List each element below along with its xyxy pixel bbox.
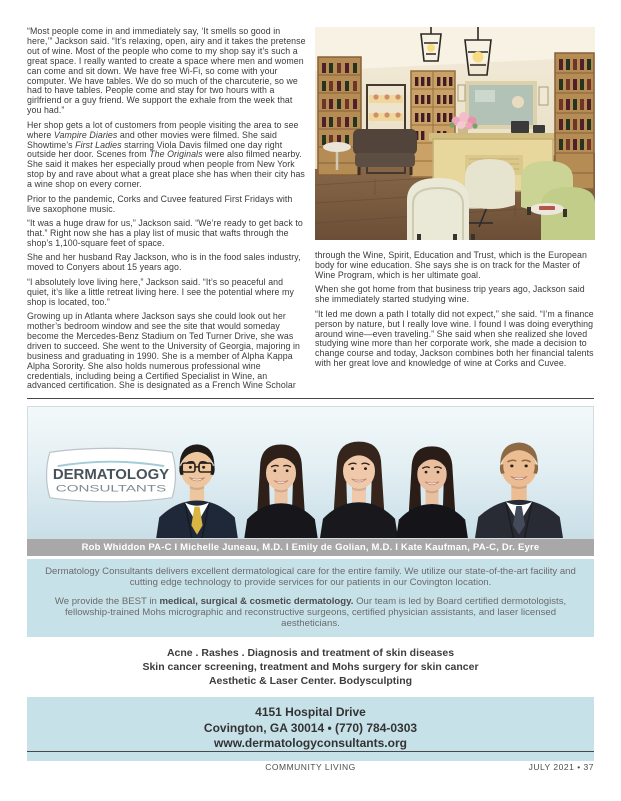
- article-paragraph: “It led me down a path I totally did not expect,” she said. “I’m a finance person by nature, but I really love wine. I found I was doing everything around wine—even traveling.” She said when she realized she loved studying wine more than her corporate work, she made a decision to change course and today, Jackson combines both her financial talents with her great love and knowledge of wine at Corks and Cuvee.: [315, 308, 594, 369]
- wine-shop-photo: [315, 27, 595, 240]
- service-line: Aesthetic & Laser Center. Bodysculpting: [208, 674, 413, 687]
- article-left-column: [27, 27, 306, 396]
- ad-photo-caption: Rob Whiddon PA-C I Michelle Juneau, M.D. I Emily de Golian, M.D. I Kate Kaufman, PA-C, Dr. Eyre: [27, 539, 594, 556]
- article-paragraph: Growing up in Atlanta where Jackson says she could look out her mother’s bedroom window and see the site that would someday become the Mercedes-Benz Stadium on Ted Turner Drive, she was driven to succeed. She went to the University of Georgia, majoring in business and graduating in 1990. She is a member of Alpha Kappa Alpha Sorority. She also holds numerous professional wine credentials, including being a Certified Specialist in Wine, an advanced certification. She is designated as a French Wine Scholar: [27, 311, 300, 391]
- address-street: 4151 Hospital Drive: [255, 705, 366, 720]
- magazine-name: COMMUNITY LIVING: [265, 762, 356, 772]
- service-line: Acne . Rashes . Diagnosis and treatment of skin diseases: [166, 647, 455, 659]
- ad-intro-text: Dermatology Consultants delivers excellent dermatological care for the entire family. We utilize our state-of-the-art facility and cutting edge technology to provide services for our patients in our Covington location.: [45, 566, 576, 588]
- article-paragraph: When she got home from that business trip years ago, Jackson said she immediately started studying wine.: [315, 284, 585, 305]
- article-ad-divider: [27, 398, 594, 399]
- wine-shop-illustration: [315, 27, 595, 240]
- logo-line-consultants: CONSULTANTS: [55, 483, 167, 494]
- address-city-phone: Covington, GA 30014 • (770) 784-0303: [203, 720, 418, 735]
- address-website: www.dermatologyconsultants.org: [214, 736, 407, 751]
- article-paragraph: “It was a huge draw for us,” Jackson said. “We’re ready to get back to that.” Right now she has a play list of music that wafts through the shop’s 1,100-square feet of space.: [27, 218, 303, 248]
- article-paragraph: She and her husband Ray Jackson, who is in the food sales industry, moved to Conyers about 15 years ago.: [27, 252, 301, 273]
- article-paragraph: through the Wine, Spirit, Education and Trust, which is the European body for wine education. She says she is on track for the Master of Wine Program, which is her ultimate goal.: [315, 250, 587, 280]
- issue-and-page-number: JULY 2021 • 37: [528, 762, 594, 772]
- headshot-5: [464, 433, 574, 538]
- article-paragraph: “Most people come in and immediately say, ‘It smells so good in here,’” Jackson said. “It’s relaxing, open, airy and it takes the pretense out of wine. Most of the people who come to my shop say it’s such a great space. I really wanted to create a space where men and women can come and sit down. We have free Wi-Fi, so come with your computer. We have tables. We do so much of the charcuterie, so we had to have tables. People come and stay for two hours with a girlfriend or a guy friend. We support the exhale from the week that you had.”: [27, 26, 306, 116]
- footer-divider: [27, 751, 594, 752]
- article-section: [27, 27, 594, 398]
- article-paragraph: Her shop gets a lot of customers from people visiting the area to see where Vampire Diaries and other movies were filmed. She said Showtime’s First Ladies starring Viola Davis filmed one day right outside her door. Scenes from The Originals were also filmed nearby. She said it makes her especially proud when people from New York stop by and rave about what a great place she has when their city has a wine shop on every corner.: [27, 119, 305, 190]
- ad-services-list: [27, 637, 594, 697]
- logo-line-dermatology: DERMATOLOGY: [52, 466, 170, 483]
- ad-team-photo: [27, 406, 594, 539]
- article-paragraph: Prior to the pandemic, Corks and Cuvee featured First Fridays with live saxophone music.: [27, 193, 293, 214]
- service-line: Skin cancer screening, treatment and Mohs surgery for skin cancer: [142, 660, 479, 673]
- page-footer: [27, 762, 594, 776]
- ad-info-panel: [27, 559, 594, 637]
- article-paragraph: “I absolutely love living here,” Jackson said. “It’s so peaceful and quiet, it’s like a little retreat living here. I see the potential where my shop is located, too.”: [27, 276, 294, 307]
- article-right-column: [315, 27, 595, 374]
- headshot-1: [146, 435, 248, 538]
- dermatology-consultants-ad: [27, 406, 594, 761]
- ad-team-text: We provide the BEST in medical, surgical & cosmetic dermatology. Our team is led by Board certified dermotologists, fellowship-trained Mohs micrographic and reconstructive surgeons, certified physician assistants, and laser licensed aestheticians.: [54, 596, 567, 629]
